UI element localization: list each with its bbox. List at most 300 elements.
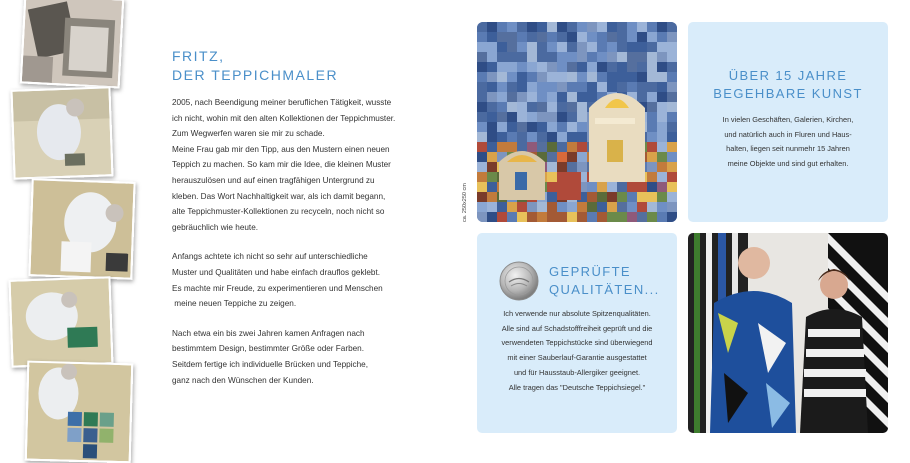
mosaic-tile: [497, 52, 507, 62]
mosaic-tile: [597, 52, 607, 62]
mosaic-tile: [537, 122, 547, 132]
mosaic-tile: [637, 82, 647, 92]
panel-text: [688, 113, 888, 172]
mosaic-tile: [527, 92, 537, 102]
mosaic-tile: [527, 122, 537, 132]
mosaic-tile: [647, 162, 657, 172]
mosaic-tile: [477, 132, 487, 142]
mosaic-tile: [507, 92, 517, 102]
text-line: Alle sind auf Schadstofffreiheit geprüft und die: [501, 323, 653, 333]
heading-line: DER TEPPICHMALER: [172, 67, 339, 83]
mosaic-tile: [567, 92, 577, 102]
mosaic-tile: [667, 32, 677, 42]
mosaic-tile: [577, 152, 587, 162]
mosaic-tile: [667, 172, 677, 182]
mosaic-tile: [477, 72, 487, 82]
mosaic-tile: [477, 122, 487, 132]
mosaic-tile: [657, 22, 667, 32]
mosaic-tile: [647, 82, 657, 92]
mosaic-tile: [587, 52, 597, 62]
mosaic-tile: [617, 62, 627, 72]
mosaic-tile: [597, 82, 607, 92]
mosaic-tile: [507, 202, 517, 212]
mosaic-tile: [557, 92, 567, 102]
mosaic-tile: [537, 22, 547, 32]
mosaic-tile: [607, 22, 617, 32]
mosaic-tile: [627, 52, 637, 62]
mosaic-tile: [487, 32, 497, 42]
mosaic-tile: [627, 42, 637, 52]
mosaic-tile: [657, 102, 667, 112]
mosaic-tile: [517, 42, 527, 52]
mosaic-tile: [497, 202, 507, 212]
mosaic-tile: [477, 142, 487, 152]
mosaic-tile: [577, 62, 587, 72]
title-line: BEGEHBARE KUNST: [713, 86, 863, 101]
mosaic-tile: [647, 22, 657, 32]
mosaic-tile: [537, 202, 547, 212]
mosaic-building: [595, 118, 635, 124]
mosaic-tile: [477, 162, 487, 172]
text-line: bestimmtem Design, bestimmter Größe oder Farben.: [172, 344, 365, 354]
mosaic-tile: [487, 112, 497, 122]
mosaic-tile: [537, 142, 547, 152]
mosaic-tile: [527, 72, 537, 82]
mosaic-tile: [537, 112, 547, 122]
mosaic-tile: [477, 92, 487, 102]
mosaic-tile: [547, 182, 557, 192]
mosaic-tile: [547, 162, 557, 172]
mosaic-tile: [657, 152, 667, 162]
mosaic-tile: [547, 192, 557, 202]
mosaic-tile: [477, 102, 487, 112]
mosaic-tile: [547, 132, 557, 142]
strip-photo-man-kneeling: [28, 178, 135, 280]
mosaic-tile: [527, 132, 537, 142]
mosaic-tile: [477, 152, 487, 162]
paragraph: [172, 95, 402, 235]
mosaic-tile: [657, 182, 667, 192]
mosaic-tile: [497, 22, 507, 32]
mosaic-tile: [577, 112, 587, 122]
mosaic-tile: [547, 72, 557, 82]
info-panel-experience: [688, 22, 888, 222]
text-line: herauszulösen und auf einen tragfähigen Untergrund zu: [172, 175, 375, 185]
text-line: Es machte mir Freude, zu experimentieren und Menschen: [172, 283, 383, 293]
mosaic-tile: [587, 82, 597, 92]
mosaic-tile: [627, 72, 637, 82]
text-line: halten, liegen seit nunmehr 15 Jahren: [726, 144, 850, 154]
mosaic-tile: [527, 32, 537, 42]
mosaic-building: [557, 172, 581, 200]
mosaic-tile: [627, 32, 637, 42]
mosaic-tile: [637, 202, 647, 212]
mosaic-tile: [487, 122, 497, 132]
mosaic-tile: [557, 152, 567, 162]
mosaic-tile: [487, 172, 497, 182]
strip-photo-carpet-samples: [20, 0, 125, 89]
mosaic-tile: [577, 162, 587, 172]
mosaic-tile: [517, 132, 527, 142]
text-line: und natürlich auch in Fluren und Haus-: [724, 129, 852, 139]
text-line: alte Teppichmuster-Kollektionen zu recyceln, noch nicht so: [172, 207, 385, 217]
mosaic-tile: [577, 92, 587, 102]
title-line: ÜBER 15 JAHRE: [728, 68, 848, 83]
mosaic-tile: [517, 112, 527, 122]
mosaic-tile: [487, 152, 497, 162]
text-line: ich nicht, wohin mit den alten Kollektionen der Teppichmuster.: [172, 113, 396, 123]
mosaic-tile: [627, 212, 637, 222]
mosaic-tile: [577, 132, 587, 142]
text-line: Zum Wegwerfen waren sie mir zu schade.: [172, 129, 325, 139]
photo-strip: [0, 0, 140, 455]
text-line: Ich verwende nur absolute Spitzenqualitäten.: [503, 309, 651, 318]
mosaic-tile: [507, 82, 517, 92]
mosaic-tile: [597, 62, 607, 72]
mosaic-tile: [587, 212, 597, 222]
mosaic-tile: [487, 42, 497, 52]
mosaic-tile: [657, 162, 667, 172]
mosaic-tile: [557, 142, 567, 152]
mosaic-tile: [487, 182, 497, 192]
mosaic-tile: [647, 192, 657, 202]
mosaic-tile: [567, 82, 577, 92]
mosaic-tile: [577, 22, 587, 32]
text-line: Teppich zu machen. So kam mir die Idee, die kleinen Muster: [172, 160, 391, 170]
mosaic-tile: [597, 212, 607, 222]
mosaic-tile: [597, 202, 607, 212]
mosaic-tile: [617, 72, 627, 82]
mosaic-tile: [547, 42, 557, 52]
mosaic-tile: [587, 192, 597, 202]
mosaic-tile: [487, 192, 497, 202]
mosaic-tile: [667, 112, 677, 122]
panel-title: [549, 263, 660, 299]
mosaic-tile: [607, 202, 617, 212]
mosaic-tile: [537, 72, 547, 82]
mosaic-tile: [607, 32, 617, 42]
mosaic-tile: [517, 62, 527, 72]
mosaic-tile: [477, 62, 487, 72]
mosaic-tile: [517, 122, 527, 132]
mosaic-tile: [627, 22, 637, 32]
mosaic-tile: [547, 22, 557, 32]
mosaic-tile: [657, 192, 667, 202]
mosaic-tile: [567, 122, 577, 132]
mosaic-tile: [587, 182, 597, 192]
mosaic-tile: [567, 52, 577, 62]
mosaic-tile: [517, 52, 527, 62]
mosaic-tile: [657, 212, 667, 222]
mosaic-tile: [647, 132, 657, 142]
mosaic-tile: [527, 62, 537, 72]
mosaic-tile: [497, 212, 507, 222]
mosaic-tile: [667, 142, 677, 152]
mosaic-tile: [477, 22, 487, 32]
mosaic-tile: [557, 82, 567, 92]
mosaic-tile: [487, 212, 497, 222]
mosaic-tile: [487, 132, 497, 142]
mosaic-tile: [507, 52, 517, 62]
mosaic-tile: [587, 42, 597, 52]
text-line: Seitdem fertige ich individuelle Brücken und Teppiche,: [172, 359, 369, 369]
mosaic-tile: [617, 82, 627, 92]
mosaic-tile: [647, 32, 657, 42]
mosaic-tile: [497, 132, 507, 142]
mosaic-tile: [517, 72, 527, 82]
mosaic-tile: [477, 82, 487, 92]
mosaic-tile: [607, 192, 617, 202]
mosaic-tile: [507, 62, 517, 72]
mosaic-tile: [657, 82, 667, 92]
mosaic-tile: [637, 62, 647, 72]
text-line: meine neuen Teppiche zu zeigen.: [172, 299, 297, 309]
mosaic-tile: [497, 92, 507, 102]
mosaic-tile: [487, 82, 497, 92]
mosaic-tile: [657, 42, 667, 52]
mosaic-tile: [607, 42, 617, 52]
mosaic-tile: [507, 72, 517, 82]
mosaic-building: [607, 140, 623, 162]
mosaic-tile: [547, 82, 557, 92]
mosaic-tile: [647, 92, 657, 102]
mosaic-tile: [497, 32, 507, 42]
mosaic-tile: [647, 42, 657, 52]
strip-photo-man-cutting: [10, 86, 113, 179]
mosaic-tile: [487, 202, 497, 212]
mosaic-tile: [557, 202, 567, 212]
mosaic-tile: [537, 102, 547, 112]
mosaic-tile: [657, 172, 667, 182]
mosaic-tile: [507, 42, 517, 52]
mosaic-tile: [567, 162, 577, 172]
mosaic-tile: [547, 152, 557, 162]
text-line: In vielen Geschäften, Galerien, Kirchen,: [722, 115, 854, 124]
artwork-dimension-label: ca. 250x250 cm: [462, 183, 468, 222]
text-line: verwendeten Teppichstücke sind überwiegend: [501, 338, 653, 348]
mosaic-tile: [557, 162, 567, 172]
mosaic-tile: [597, 32, 607, 42]
mosaic-tile: [567, 72, 577, 82]
mosaic-tile: [567, 132, 577, 142]
mosaic-tile: [477, 42, 487, 52]
mosaic-tile: [667, 72, 677, 82]
mosaic-tile: [637, 92, 647, 102]
mosaic-tile: [667, 102, 677, 112]
text-line: meine Objekte und sind gut erhalten.: [727, 159, 849, 169]
mosaic-tile: [647, 112, 657, 122]
text-line: gebräuchlich wie heute.: [172, 222, 259, 232]
mosaic-tile: [577, 82, 587, 92]
mosaic-tile: [507, 32, 517, 42]
text-line: ganz nach den Wünschen der Kunden.: [172, 375, 314, 385]
mosaic-tile: [527, 102, 537, 112]
mosaic-tile: [637, 52, 647, 62]
mosaic-tile: [477, 32, 487, 42]
mosaic-tile: [497, 102, 507, 112]
mosaic-tile: [477, 202, 487, 212]
mosaic-building: [515, 172, 527, 190]
mosaic-tile: [607, 62, 617, 72]
mosaic-tile: [587, 22, 597, 32]
mosaic-tile: [507, 22, 517, 32]
mosaic-tile: [617, 182, 627, 192]
mosaic-tile: [637, 192, 647, 202]
mosaic-tile: [577, 102, 587, 112]
mosaic-tile: [497, 42, 507, 52]
mosaic-tile: [507, 102, 517, 112]
mosaic-tile: [557, 22, 567, 32]
mosaic-tile: [657, 142, 667, 152]
mosaic-tile: [497, 72, 507, 82]
text-line: Nach etwa ein bis zwei Jahren kamen Anfragen nach: [172, 328, 365, 338]
mosaic-tile: [637, 72, 647, 82]
mosaic-tile: [557, 42, 567, 52]
mosaic-tile: [577, 122, 587, 132]
mosaic-tile: [517, 212, 527, 222]
mosaic-tile: [647, 52, 657, 62]
mosaic-tile: [617, 202, 627, 212]
mosaic-tile: [577, 212, 587, 222]
mosaic-tile: [547, 172, 557, 182]
carpet-artwork-image: [477, 22, 677, 222]
mosaic-tile: [667, 122, 677, 132]
couple-photo: [688, 233, 888, 433]
mosaic-tile: [617, 22, 627, 32]
mosaic-tile: [607, 72, 617, 82]
mosaic-tile: [567, 62, 577, 72]
page-heading: [172, 47, 338, 85]
mosaic-tile: [667, 42, 677, 52]
mosaic-tile: [477, 112, 487, 122]
mosaic-tile: [487, 72, 497, 82]
text-line: kleben. Das Wort Nachhaltigkeit war, als ich damit begann,: [172, 191, 386, 201]
mosaic-tile: [557, 132, 567, 142]
panel-title: [688, 67, 888, 103]
mosaic-tile: [587, 32, 597, 42]
mosaic-tile: [587, 92, 597, 102]
mosaic-tile: [567, 202, 577, 212]
panel-text: [477, 307, 677, 395]
mosaic-tile: [597, 42, 607, 52]
mosaic-tile: [567, 32, 577, 42]
mosaic-tile: [517, 92, 527, 102]
mosaic-tile: [527, 82, 537, 92]
mosaic-tile: [587, 62, 597, 72]
mosaic-tile: [547, 52, 557, 62]
mosaic-tile: [557, 212, 567, 222]
mosaic-tile: [627, 202, 637, 212]
mosaic-tile: [667, 162, 677, 172]
mosaic-tile: [607, 212, 617, 222]
mosaic-tile: [527, 42, 537, 52]
mosaic-tile: [557, 112, 567, 122]
mosaic-tile: [647, 172, 657, 182]
mosaic-tile: [567, 112, 577, 122]
text-line: Muster und Qualitäten und habe einfach drauflos geklebt.: [172, 267, 381, 277]
mosaic-tile: [597, 22, 607, 32]
text-line: Anfangs achtete ich nicht so sehr auf unterschiedliche: [172, 252, 368, 262]
mosaic-tile: [627, 182, 637, 192]
mosaic-tile: [667, 192, 677, 202]
text-line: Meine Frau gab mir den Tipp, aus den Mustern einen neuen: [172, 144, 390, 154]
mosaic-tile: [537, 82, 547, 92]
mosaic-tile: [667, 202, 677, 212]
mosaic-tile: [657, 52, 667, 62]
mosaic-tile: [667, 22, 677, 32]
mosaic-tile: [497, 122, 507, 132]
mosaic-tile: [667, 82, 677, 92]
mosaic-tile: [637, 42, 647, 52]
mosaic-tile: [497, 112, 507, 122]
mosaic-tile: [537, 212, 547, 222]
mosaic-tile: [597, 192, 607, 202]
mosaic-tile: [547, 122, 557, 132]
mosaic-tile: [657, 62, 667, 72]
mosaic-tile: [527, 142, 537, 152]
text-line: Alle tragen das "Deutsche Teppichsiegel.": [508, 382, 646, 392]
mosaic-tile: [657, 122, 667, 132]
mosaic-tile: [477, 192, 487, 202]
mosaic-tile: [627, 62, 637, 72]
mosaic-tile: [617, 32, 627, 42]
mosaic-tile: [557, 122, 567, 132]
mosaic-tile: [487, 162, 497, 172]
mosaic-tile: [617, 52, 627, 62]
mosaic-tile: [617, 42, 627, 52]
mosaic-tile: [517, 32, 527, 42]
mosaic-tile: [547, 112, 557, 122]
mosaic-tile: [667, 52, 677, 62]
mosaic-tile: [667, 132, 677, 142]
mosaic-tile: [567, 152, 577, 162]
mosaic-tile: [637, 212, 647, 222]
mosaic-tile: [577, 52, 587, 62]
mosaic-tile: [577, 32, 587, 42]
mosaic-tile: [507, 122, 517, 132]
mosaic-tile: [497, 62, 507, 72]
mosaic-tile: [647, 212, 657, 222]
heading-line: FRITZ,: [172, 48, 225, 64]
mosaic-tile: [527, 52, 537, 62]
mosaic-tile: [487, 92, 497, 102]
info-panel-quality: [477, 233, 677, 433]
mosaic-tile: [517, 202, 527, 212]
mosaic-tile: [577, 142, 587, 152]
mosaic-tile: [507, 212, 517, 222]
mosaic-tile: [607, 52, 617, 62]
mosaic-tile: [657, 132, 667, 142]
title-line: GEPRÜFTE: [549, 264, 631, 279]
mosaic-tile: [647, 142, 657, 152]
mosaic-tile: [547, 32, 557, 42]
mosaic-tile: [667, 92, 677, 102]
mosaic-tile: [667, 62, 677, 72]
mosaic-tile: [657, 112, 667, 122]
mosaic-tile: [587, 72, 597, 82]
mosaic-tile: [637, 32, 647, 42]
mosaic-tile: [647, 202, 657, 212]
mosaic-tile: [477, 182, 487, 192]
mosaic-tile: [667, 182, 677, 192]
mosaic-tile: [487, 62, 497, 72]
mosaic-tile: [517, 102, 527, 112]
mosaic-tile: [657, 92, 667, 102]
mosaic-tile: [637, 22, 647, 32]
story-text: [172, 95, 402, 402]
mosaic-tile: [567, 142, 577, 152]
mosaic-tile: [477, 172, 487, 182]
